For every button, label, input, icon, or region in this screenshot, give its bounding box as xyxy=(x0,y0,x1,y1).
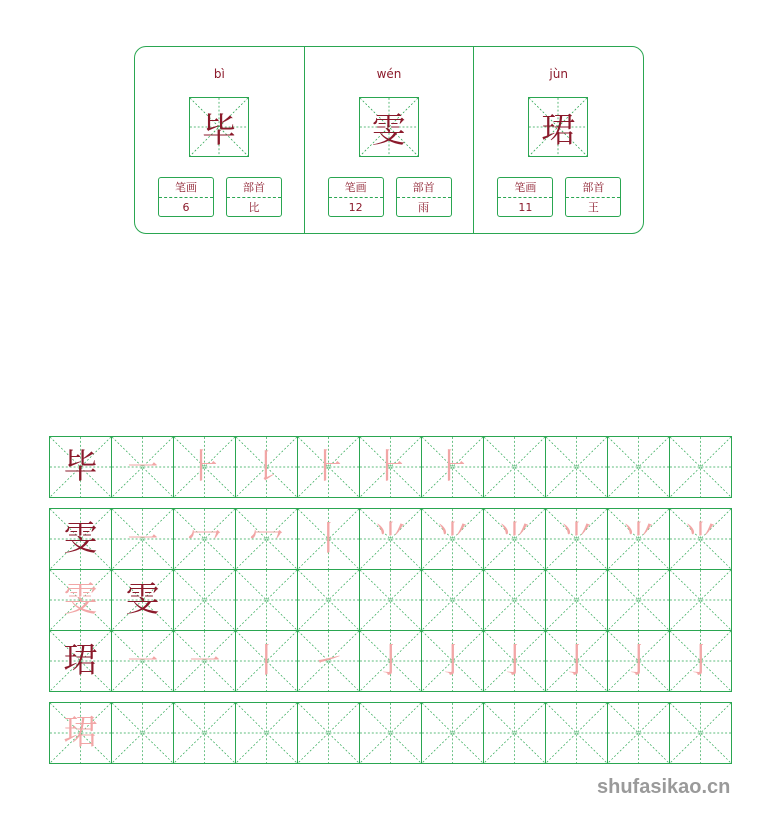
stroke-count-value: 6 xyxy=(182,201,190,214)
practice-cell[interactable] xyxy=(174,703,236,764)
practice-glyph: ⼍ xyxy=(249,519,284,559)
site-watermark: shufasikao.cn xyxy=(597,776,731,798)
practice-glyph: ⼅ xyxy=(621,641,656,681)
practice-glyph: 毕 xyxy=(63,447,98,487)
tianzige-guide-icon xyxy=(670,437,731,497)
practice-glyph: 𠄌 xyxy=(249,447,284,487)
practice-glyph: ⼅ xyxy=(435,641,470,681)
practice-cell[interactable] xyxy=(50,570,112,631)
practice-grid-wen-jun xyxy=(49,508,732,692)
radical-value: 雨 xyxy=(418,201,430,214)
practice-cell[interactable] xyxy=(50,437,112,498)
practice-cell[interactable] xyxy=(608,437,670,498)
practice-row xyxy=(50,437,732,498)
practice-cell[interactable] xyxy=(298,703,360,764)
radical-label: 部首 xyxy=(227,178,281,198)
practice-glyph: ⺊ xyxy=(373,447,408,487)
practice-cell[interactable] xyxy=(422,703,484,764)
tianzige-guide-icon xyxy=(546,437,607,497)
tianzige-guide-icon xyxy=(174,570,235,630)
practice-glyph: 冖 xyxy=(187,519,222,559)
practice-glyph: ⺊ xyxy=(435,447,470,487)
practice-glyph: ⼅ xyxy=(497,641,532,681)
tianzige-guide-icon xyxy=(608,703,669,763)
tianzige-guide-icon xyxy=(484,570,545,630)
practice-cell[interactable] xyxy=(546,509,608,570)
practice-cell[interactable] xyxy=(298,570,360,631)
practice-cell[interactable] xyxy=(608,509,670,570)
radical-label: 部首 xyxy=(566,178,620,198)
practice-cell[interactable] xyxy=(112,509,174,570)
character-box xyxy=(528,97,588,157)
practice-row xyxy=(50,509,732,570)
practice-glyph: ㇀ xyxy=(311,641,346,681)
practice-cell[interactable] xyxy=(608,631,670,692)
practice-glyph: 珺 xyxy=(63,641,98,681)
practice-cell[interactable] xyxy=(360,631,422,692)
tianzige-guide-icon xyxy=(670,570,731,630)
practice-cell[interactable] xyxy=(174,509,236,570)
practice-cell[interactable] xyxy=(484,437,546,498)
practice-cell[interactable] xyxy=(484,631,546,692)
practice-cell[interactable] xyxy=(422,570,484,631)
practice-glyph: 珺 xyxy=(63,713,98,753)
practice-cell[interactable] xyxy=(236,509,298,570)
stroke-count-label: 笔画 xyxy=(159,178,213,198)
practice-cell[interactable] xyxy=(670,631,732,692)
tianzige-guide-icon xyxy=(484,703,545,763)
practice-cell[interactable] xyxy=(546,631,608,692)
character-column-bi xyxy=(135,47,305,233)
practice-glyph: 雯 xyxy=(63,580,98,620)
practice-grid-bi xyxy=(49,436,732,498)
radical-box xyxy=(226,177,282,217)
practice-cell[interactable] xyxy=(422,437,484,498)
practice-glyph: ⼅ xyxy=(683,641,718,681)
practice-glyph: ㇐ xyxy=(125,447,160,487)
radical-box xyxy=(565,177,621,217)
practice-glyph: ⺌ xyxy=(497,519,532,559)
practice-cell[interactable] xyxy=(236,570,298,631)
tianzige-guide-icon xyxy=(608,570,669,630)
pinyin-label: wén xyxy=(376,67,402,81)
practice-glyph: ⺊ xyxy=(311,447,346,487)
practice-glyph: ⺌ xyxy=(373,519,408,559)
practice-cell[interactable] xyxy=(174,437,236,498)
practice-glyph: ⼅ xyxy=(559,641,594,681)
practice-row xyxy=(50,570,732,631)
practice-cell[interactable] xyxy=(50,703,112,764)
radical-box xyxy=(396,177,452,217)
practice-cell[interactable] xyxy=(360,509,422,570)
tianzige-guide-icon xyxy=(236,570,297,630)
practice-cell[interactable] xyxy=(670,570,732,631)
practice-cell[interactable] xyxy=(112,570,174,631)
tianzige-guide-icon xyxy=(236,703,297,763)
practice-cell[interactable] xyxy=(112,437,174,498)
practice-glyph: ⺌ xyxy=(435,519,470,559)
tianzige-guide-icon xyxy=(360,703,421,763)
character-glyph: 雯 xyxy=(371,110,406,151)
practice-row xyxy=(50,631,732,692)
character-info-card xyxy=(134,46,644,234)
tianzige-guide-icon xyxy=(298,570,359,630)
tianzige-guide-icon xyxy=(298,703,359,763)
practice-cell[interactable] xyxy=(670,437,732,498)
tianzige-guide-icon xyxy=(546,570,607,630)
practice-glyph: ⼅ xyxy=(373,641,408,681)
practice-cell[interactable] xyxy=(174,570,236,631)
stroke-count-label: 笔画 xyxy=(329,178,383,198)
practice-cell[interactable] xyxy=(546,437,608,498)
radical-value: 比 xyxy=(248,201,260,214)
practice-glyph: ⺌ xyxy=(559,519,594,559)
practice-cell[interactable] xyxy=(670,509,732,570)
practice-cell[interactable] xyxy=(546,570,608,631)
stroke-count-label: 笔画 xyxy=(498,178,552,198)
stroke-count-box xyxy=(497,177,553,217)
tianzige-guide-icon xyxy=(112,703,173,763)
practice-glyph: 丨 xyxy=(249,641,284,681)
character-box xyxy=(359,97,419,157)
tianzige-guide-icon xyxy=(670,703,731,763)
stroke-count-box xyxy=(328,177,384,217)
tianzige-guide-icon xyxy=(546,703,607,763)
pinyin-label: bì xyxy=(213,67,225,81)
character-box xyxy=(189,97,249,157)
practice-cell[interactable] xyxy=(112,631,174,692)
practice-cell[interactable] xyxy=(174,631,236,692)
character-column-wen xyxy=(305,47,475,233)
tianzige-guide-icon xyxy=(422,570,483,630)
practice-cell[interactable] xyxy=(670,703,732,764)
practice-glyph: ⺌ xyxy=(621,519,656,559)
radical-label: 部首 xyxy=(397,178,451,198)
stroke-count-box xyxy=(158,177,214,217)
practice-cell[interactable] xyxy=(298,437,360,498)
practice-cell[interactable] xyxy=(236,631,298,692)
practice-cell[interactable] xyxy=(360,437,422,498)
practice-cell[interactable] xyxy=(298,631,360,692)
stroke-count-value: 12 xyxy=(348,201,363,214)
tianzige-guide-icon xyxy=(422,703,483,763)
stroke-count-value: 11 xyxy=(518,201,533,214)
practice-cell[interactable] xyxy=(608,570,670,631)
radical-value: 王 xyxy=(587,201,599,214)
practice-cell[interactable] xyxy=(422,631,484,692)
character-column-jun xyxy=(474,47,643,233)
practice-cell[interactable] xyxy=(546,703,608,764)
practice-cell[interactable] xyxy=(50,631,112,692)
practice-cell[interactable] xyxy=(112,703,174,764)
practice-glyph: 雯 xyxy=(125,580,160,620)
practice-glyph: ⺌ xyxy=(683,519,718,559)
practice-glyph: ⺊ xyxy=(187,447,222,487)
practice-cell[interactable] xyxy=(608,703,670,764)
tianzige-guide-icon xyxy=(608,437,669,497)
practice-glyph: 雯 xyxy=(63,519,98,559)
tianzige-guide-icon xyxy=(484,437,545,497)
practice-glyph: ㇐ xyxy=(187,641,222,681)
character-glyph: 珺 xyxy=(541,110,576,151)
practice-cell[interactable] xyxy=(484,703,546,764)
practice-row xyxy=(50,703,732,764)
practice-grid-jun-extra xyxy=(49,702,732,764)
practice-cell[interactable] xyxy=(236,437,298,498)
practice-cell[interactable] xyxy=(360,703,422,764)
practice-cell[interactable] xyxy=(484,570,546,631)
practice-glyph: ㇐ xyxy=(125,641,160,681)
tianzige-guide-icon xyxy=(174,703,235,763)
character-glyph: 毕 xyxy=(202,110,236,151)
practice-cell[interactable] xyxy=(298,509,360,570)
practice-cell[interactable] xyxy=(360,570,422,631)
practice-glyph: ㇐ xyxy=(125,519,160,559)
pinyin-label: jùn xyxy=(549,67,568,81)
tianzige-guide-icon xyxy=(360,570,421,630)
practice-cell[interactable] xyxy=(50,509,112,570)
practice-glyph: 丨 xyxy=(311,519,346,559)
practice-cell[interactable] xyxy=(422,509,484,570)
practice-cell[interactable] xyxy=(236,703,298,764)
practice-cell[interactable] xyxy=(484,509,546,570)
